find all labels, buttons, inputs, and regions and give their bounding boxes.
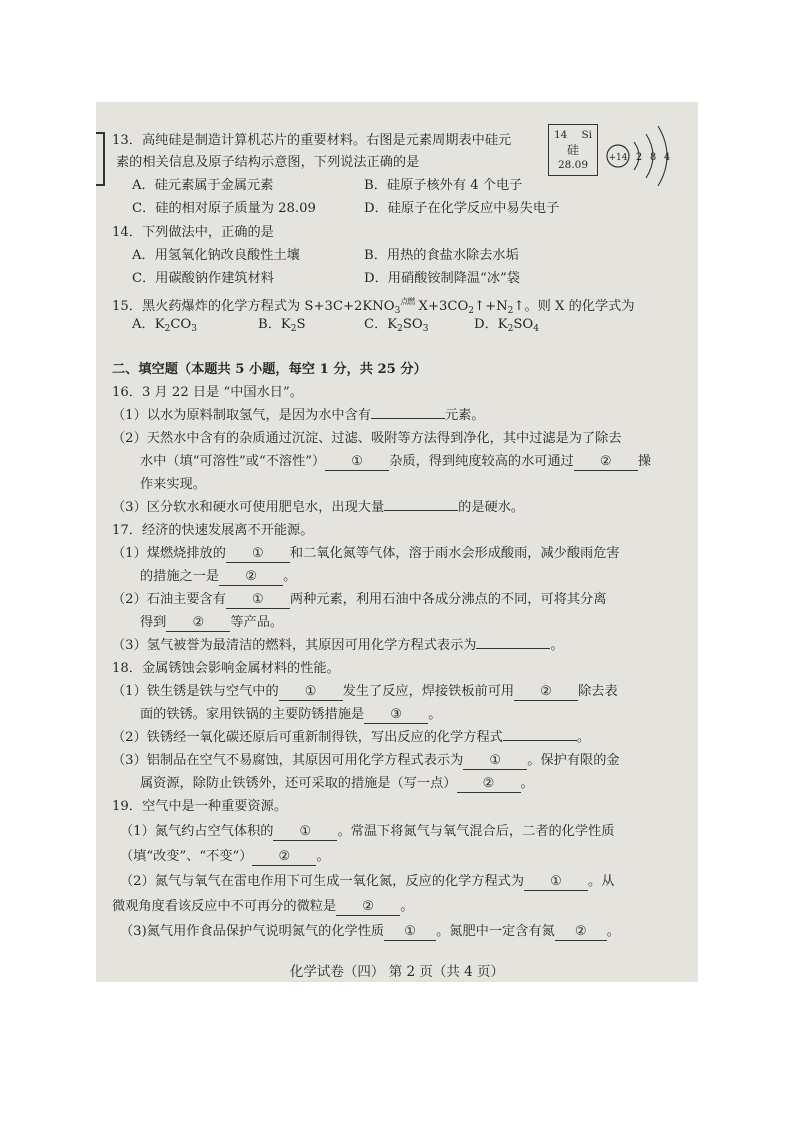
q19-stem: 19．空气中是一种重要资源。 — [112, 799, 288, 814]
q19-part2-line1: （2）氮气与氧气在雷电作用下可生成一氧化氮，反应的化学方程式为 ① 。从 — [120, 874, 615, 889]
q16-part2-line2: 水中（填“可溶性”或“不溶性”） ① 杂质，得到纯度较高的水可通过 ② 操 — [140, 454, 652, 469]
q16-part2-line1: （2）天然水中含有的杂质通过沉淀、过滤、吸附等方法得到净化，其中过滤是为了除去 — [112, 431, 622, 446]
answer-blank[interactable]: ② — [555, 923, 607, 941]
q13-option-d: D．硅原子在化学反应中易失电子 — [364, 201, 560, 216]
answer-blank[interactable]: ② — [166, 614, 230, 632]
q15-option-a: A．$K_2CO_3$ — [132, 317, 197, 334]
q19-part1-line2: （填“改变”、“不变”） ② 。 — [120, 849, 330, 864]
element-name: 硅 — [566, 143, 579, 157]
answer-blank[interactable]: ① — [384, 923, 436, 941]
q17-part1-line2: 的措施之一是 ② 。 — [140, 569, 297, 584]
q15-option-c: C．$K_2SO_3$ — [364, 317, 429, 334]
periodic-tile-si — [548, 124, 598, 176]
exam-page — [96, 102, 698, 982]
q19-part2-line2: 微观角度看该反应中不可再分的微粒是 ② 。 — [112, 899, 414, 914]
shell-2: 8 — [649, 152, 657, 163]
answer-blank[interactable]: ② — [514, 683, 578, 701]
q15-option-d: D．$K_2SO_4$ — [474, 317, 539, 334]
answer-blank[interactable]: ② — [252, 848, 316, 866]
q13-option-a: A．硅元素属于金属元素 — [132, 178, 274, 193]
answer-blank[interactable] — [384, 510, 458, 511]
q16-part1: （1）以水为原料制取氢气，是因为水中含有 元素。 — [112, 408, 485, 423]
answer-blank[interactable] — [371, 418, 445, 419]
q13-option-c: C．硅的相对原子质量为 28.09 — [132, 201, 316, 216]
answer-blank[interactable] — [476, 648, 550, 649]
q18-part1-line1: （1）铁生锈是铁与空气中的 ① 发生了反应，焊接铁板前可用 ② 除去表 — [112, 684, 618, 699]
answer-blank[interactable]: ① — [463, 752, 527, 770]
q16-part3: （3）区分软水和硬水可使用肥皂水，出现大量 的是硬水。 — [112, 500, 525, 515]
section-2-title: 二、填空题（本题共 5 小题，每空 1 分，共 25 分） — [112, 362, 427, 377]
q17-part2-line1: （2）石油主要含有 ① 两种元素，利用石油中各成分沸点的不同，可将其分离 — [112, 592, 607, 607]
shell-3: 4 — [663, 152, 671, 163]
page-footer: 化学试卷（四） 第 2 页（共 4 页） — [289, 964, 505, 980]
q19-part1-line1: （1）氮气约占空气体积的 ① 。常温下将氮气与氧气混合后，二者的化学性质 — [120, 824, 615, 839]
q17-part3: （3）氢气被誉为最清洁的燃料，其原因可用化学方程式表示为 。 — [112, 638, 564, 653]
q19-part3: （3)氮气用作食品保护气说明氮气的化学性质 ① 。氮肥中一定含有氮 ② 。 — [120, 924, 620, 939]
nucleus-label: +14 — [608, 153, 628, 163]
q18-part2: （2）铁锈经一氧化碳还原后可重新制得铁，写出反应的化学方程式 。 — [112, 730, 591, 745]
q17-part2-line2: 得到 ② 等产品。 — [140, 615, 284, 630]
reaction-condition: 点燃 — [400, 297, 415, 306]
q16-stem: 16．3 月 22 日是 “中国水日”。 — [112, 385, 303, 400]
answer-blank[interactable]: ① — [279, 683, 343, 701]
q13-line1: 13．高纯硅是制造计算机芯片的重要材料。右图是元素周期表中硅元 — [112, 133, 512, 148]
q18-part3-line1: （3）铝制品在空气不易腐蚀，其原因可用化学方程式表示为 ① 。保护有限的金 — [112, 753, 620, 768]
q13-option-b: B．硅原子核外有 4 个电子 — [364, 178, 523, 193]
q16-part2-line3: 作来实现。 — [140, 477, 206, 492]
answer-blank[interactable]: ① — [226, 591, 290, 609]
answer-blank[interactable]: ② — [574, 453, 638, 471]
answer-blank[interactable]: ① — [524, 873, 588, 891]
q14-option-b: B．用热的食盐水除去水垢 — [364, 248, 519, 263]
answer-blank[interactable]: ① — [226, 545, 290, 563]
q15-option-b: B．$K_2S$ — [258, 317, 306, 334]
atom-structure-diagram — [604, 120, 694, 190]
answer-blank[interactable]: ② — [457, 775, 521, 793]
answer-blank[interactable]: ① — [273, 823, 337, 841]
answer-blank[interactable] — [503, 740, 577, 741]
element-symbol: Si — [581, 129, 592, 141]
answer-blank[interactable]: ② — [219, 568, 283, 586]
q17-part1-line1: （1）煤燃烧排放的 ① 和二氧化氮等气体，溶于雨水会形成酸雨，减少酸雨危害 — [112, 546, 620, 561]
q18-part1-line2: 面的铁锈。家用铁锅的主要防锈措施是 ③ 。 — [140, 707, 442, 722]
answer-blank[interactable]: ③ — [364, 706, 428, 724]
answer-blank[interactable]: ② — [336, 898, 400, 916]
atomic-number: 14 — [554, 129, 568, 141]
q14-option-a: A．用氢氧化钠改良酸性土壤 — [132, 248, 300, 263]
answer-blank[interactable]: ① — [325, 453, 389, 471]
binding-tab — [96, 132, 105, 186]
q15-stem: 15．黑火药爆炸的化学方程式为 $S+3C+2KNO_3^{点燃}$ $X+3CO_2↑+N_2↑$。则 X 的化学式为 — [112, 297, 635, 316]
q14-option-c: C．用碳酸钠作建筑材料 — [132, 271, 274, 286]
atomic-mass: 28.09 — [557, 159, 589, 171]
q13-line2: 素的相关信息及原子结构示意图，下列说法正确的是 — [116, 155, 420, 170]
q18-part3-line2: 属资源，除防止铁锈外，还可采取的措施是（写一点） ② 。 — [140, 776, 534, 791]
q18-stem: 18．金属锈蚀会影响金属材料的性能。 — [112, 661, 340, 676]
q14-option-d: D．用硝酸铵制降温“冰”袋 — [364, 271, 520, 286]
q14-stem: 14．下列做法中，正确的是 — [112, 225, 274, 240]
q17-stem: 17．经济的快速发展离不开能源。 — [112, 523, 314, 538]
shell-1: 2 — [635, 152, 643, 163]
